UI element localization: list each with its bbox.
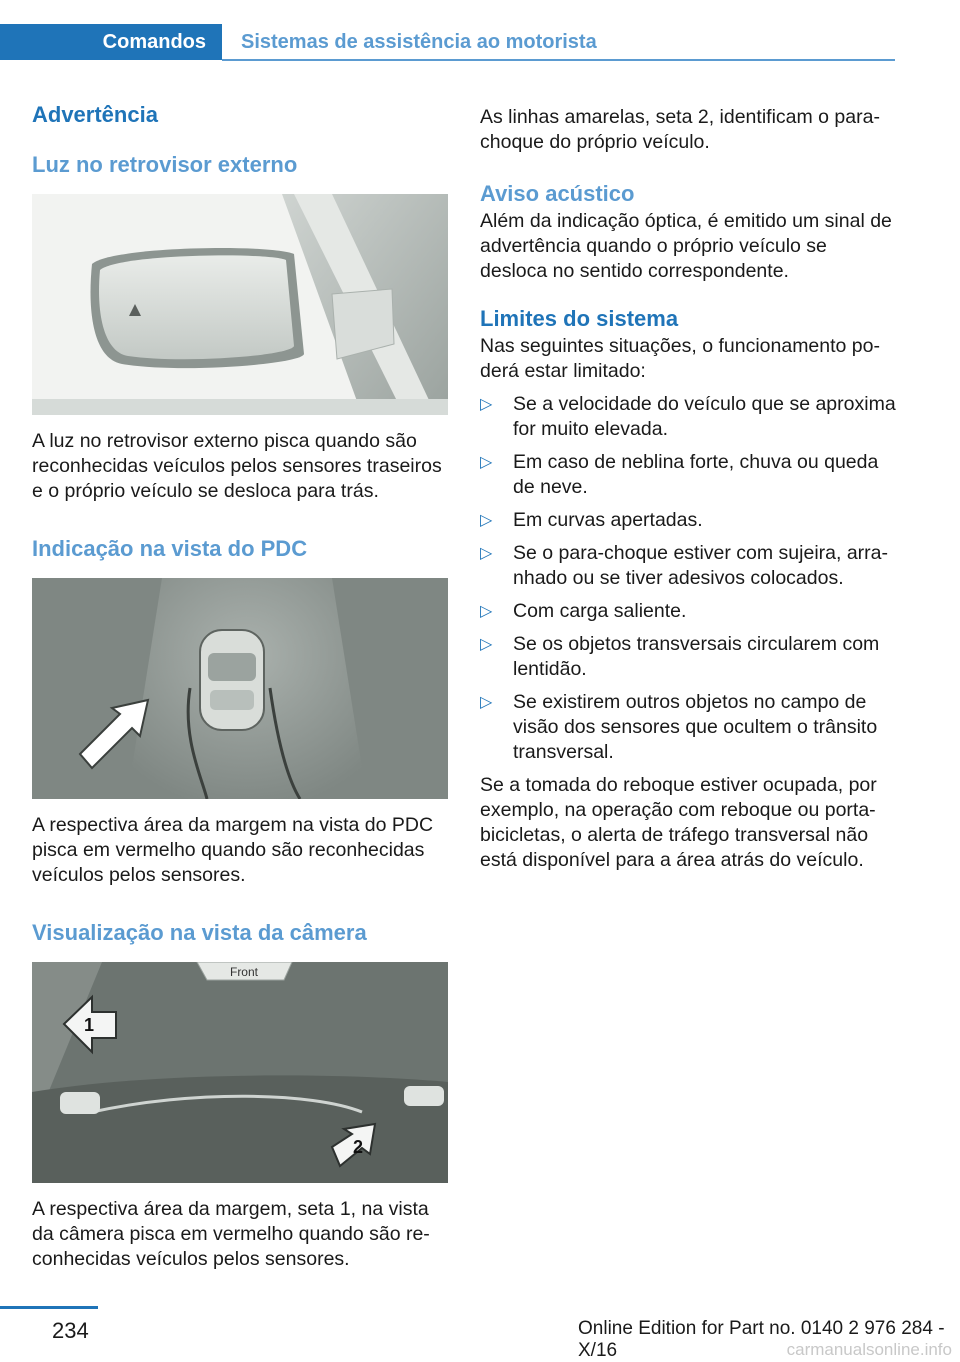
paragraph-acoustic-warning: Além da indicação óptica, é emitido um sinal de advertência quando o próprio veículo se desloca no sentido correspondente. <box>480 210 892 282</box>
camera-arrow-1-label: 1 <box>83 1015 95 1035</box>
header-rule <box>222 59 895 61</box>
paragraph-camera-view: A respectiva área da margem, seta 1, na vista da câmera pisca em vermelho quando são reconhecidas veículos pelos sensores. <box>32 1198 430 1270</box>
list-item: ▷ Com carga saliente. <box>480 600 687 622</box>
paragraph-mirror-light: A luz no retrovisor externo pisca quando são reconhecidas veículos pelos sensores traseiros e o próprio veículo se desloca para trás. <box>32 430 442 502</box>
camera-view-illustration <box>32 962 448 1183</box>
list-item: ▷ Em curvas apertadas. <box>480 509 703 531</box>
list-item: ▷ Em caso de neblina forte, chuva ou queda de neve. <box>480 451 879 498</box>
subheading-pdc-view: Indicação na vista do PDC <box>32 536 308 561</box>
section-title[interactable]: Sistemas de assistência ao motorista <box>241 31 597 53</box>
triangle-right-icon: ▷ <box>480 694 493 711</box>
footer-rule <box>0 1306 98 1309</box>
edition-note: Online Edition for Part no. 0140 2 976 284 - X/16 <box>578 1318 945 1361</box>
heading-advertencia: Advertência <box>32 102 158 127</box>
limits-list <box>480 392 896 765</box>
triangle-right-icon: ▷ <box>480 396 493 413</box>
watermark: carmanualsonline.info <box>786 1340 952 1359</box>
left-column <box>32 100 448 1272</box>
list-item: ▷ Se o para-choque estiver com sujeira, arranhado ou se tiver adesivos colocados. <box>480 542 889 589</box>
paragraph-trailer-note: Se a tomada do reboque estiver ocupada, por exemplo, na operação com reboque ou porta-bicicletas, o alerta de tráfego transversal não está disponível para a área atrás do veículo. <box>480 774 877 871</box>
triangle-right-icon: ▷ <box>480 603 493 620</box>
pdc-view-illustration <box>32 578 448 799</box>
triangle-right-icon: ▷ <box>480 545 493 562</box>
list-item: ▷ Se a velocidade do veículo que se aproxima for muito elevada. <box>480 393 896 440</box>
paragraph-limits-intro: Nas seguintes situações, o funcionamento poderá estar limitado: <box>480 335 880 382</box>
chapter-tab[interactable]: Comandos <box>0 24 222 60</box>
camera-front-label: Front <box>229 965 259 979</box>
heading-system-limits: Limites do sistema <box>480 306 679 331</box>
figure-camera-view <box>32 962 448 1183</box>
paragraph-pdc-view: A respectiva área da margem na vista do PDC pisca em vermelho quando são reconhecidas veículos pelos sensores. <box>32 814 434 886</box>
page-number: 234 <box>52 1318 89 1343</box>
triangle-right-icon: ▷ <box>480 512 493 529</box>
page-header <box>0 24 895 60</box>
subheading-camera-view: Visualização na vista da câmera <box>32 920 367 945</box>
side-mirror-illustration <box>32 194 448 415</box>
list-item: ▷ Se existirem outros objetos no campo de visão dos sensores que ocultem o trânsito transversal. <box>480 691 878 763</box>
triangle-right-icon: ▷ <box>480 636 493 653</box>
figure-side-mirror <box>32 194 448 415</box>
figure-pdc-view <box>32 578 448 799</box>
subheading-mirror-light: Luz no retrovisor externo <box>32 152 298 177</box>
triangle-right-icon: ▷ <box>480 454 493 471</box>
list-item: ▷ Se os objetos transversais circularem com lentidão. <box>480 633 880 680</box>
camera-arrow-2-label: 2 <box>352 1137 364 1157</box>
subheading-acoustic-warning: Aviso acústico <box>480 181 635 206</box>
paragraph-yellow-lines: As linhas amarelas, seta 2, identificam o para-choque do próprio veículo. <box>480 106 880 153</box>
right-column <box>480 100 896 873</box>
